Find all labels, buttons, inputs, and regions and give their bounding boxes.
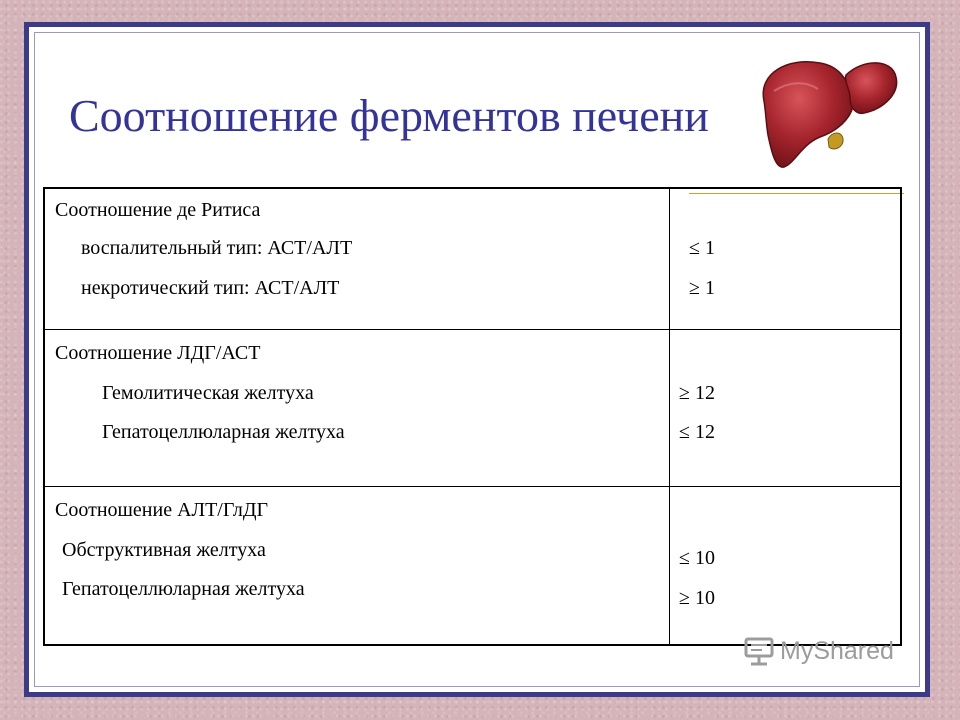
row-value-necrotic-type: ≥ 1 <box>689 277 715 299</box>
row-label-necrotic-type: некротический тип: АСТ/АЛТ <box>81 277 340 299</box>
row-value-hepatocellular-jaundice: ≤ 12 <box>679 421 715 443</box>
row-value-hemolytic-jaundice: ≥ 12 <box>679 382 715 404</box>
table-row-divider <box>45 329 900 330</box>
watermark <box>742 634 894 668</box>
row-value-inflammatory-type: ≤ 1 <box>689 237 715 259</box>
row-value-hepatocellular-jaundice: ≥ 10 <box>679 587 715 609</box>
row-label-hemolytic-jaundice: Гемолитическая желтуха <box>102 382 314 404</box>
slide-title: Соотношение ферментов печени <box>69 90 709 141</box>
row-label-hepatocellular-jaundice: Гепатоцеллюларная желтуха <box>62 578 305 600</box>
row-label-obstructive-jaundice: Обструктивная желтуха <box>62 539 266 561</box>
row-heading-ldh-ast: Соотношение ЛДГ/АСТ <box>55 342 261 364</box>
watermark-text: MyShared <box>780 636 894 665</box>
row-label-inflammatory-type: воспалительный тип: АСТ/АЛТ <box>81 237 353 259</box>
table-row-divider <box>45 486 900 487</box>
table-column-divider <box>669 189 670 644</box>
row-label-hepatocellular-jaundice: Гепатоцеллюларная желтуха <box>102 421 345 443</box>
row-heading-alt-gldh: Соотношение АЛТ/ГлДГ <box>55 499 269 521</box>
enzyme-ratio-table <box>43 187 902 646</box>
presentation-board-icon <box>742 634 776 668</box>
row-value-obstructive-jaundice: ≤ 10 <box>679 547 715 569</box>
slide-frame <box>24 22 930 697</box>
liver-image <box>754 51 904 176</box>
row-heading-de-ritis: Соотношение де Ритиса <box>55 199 261 221</box>
